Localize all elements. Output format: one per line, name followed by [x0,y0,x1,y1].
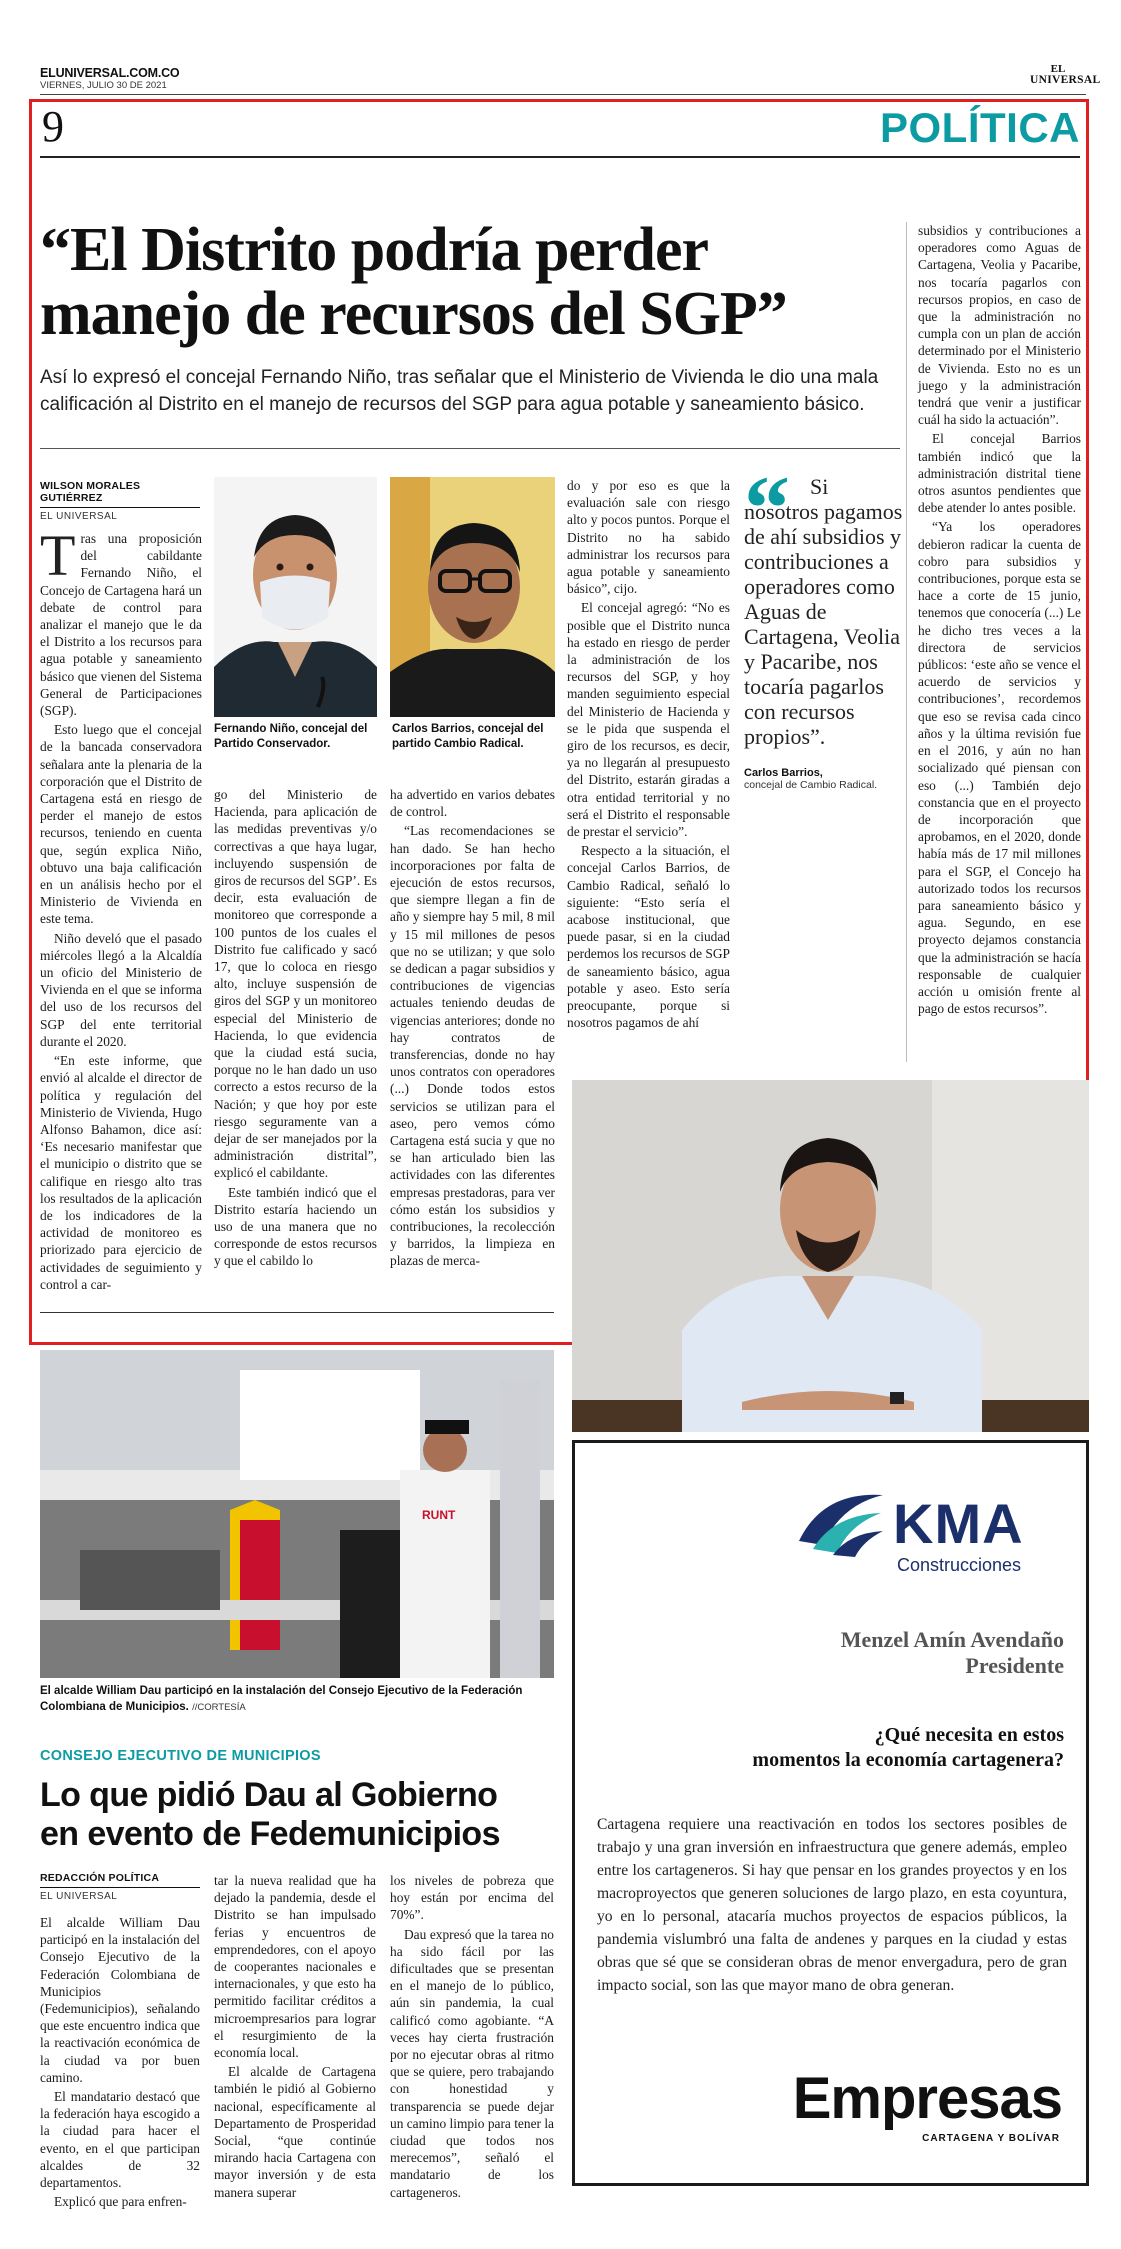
article2-col-3 [390,1872,554,2226]
pullquote [744,457,904,791]
ad-footer-tagline: CARTAGENA Y BOLÍVAR [922,2133,1060,2144]
byline-org: EL UNIVERSAL [40,1891,118,1902]
photo-carlos-barrios [390,477,555,717]
paragraph: “Las recomendaciones se han dado. Se han hecho incorporaciones por falta de ejecución de estos recursos, que siempre llegan a fin de año y siempre hay 5 mil, 8 mil y 15 mil millones de pesos que no se utilizan; y que solo se dedican a pagar subsidios y contribuciones de vigencias actuales teniendo deudas de vigencias anteriores; donde no hay contratos de transferencias, donde no hay unos contratos con operadores (...) Donde todos estos servicios se utilizan para el aseo, pero vemos cómo Cartagena está sucia y que no se han articulado bien las actividades con las diferentes empresas prestadoras, para ver cómo están los subsidios y contribuciones, la recolección y barridos, la limpieza en plazas de merca- [390,823,555,1269]
headline-line-2: en evento de Fedemunicipios [40,1815,500,1853]
paragraph: El alcalde William Dau participó en la instalación del Consejo Ejecutivo de la Federación Colombiana de Municipios (Fedemunicipios), señalando que este encuentro indica que la reactivación económica de la ciudad va por buen camino. [40,1915,200,2085]
masthead-site[interactable]: ELUNIVERSAL.COM.CO [40,66,180,80]
paragraph: Este también indicó que el Distrito estaría haciendo un uso de una manera que no corresponde de estos recursos y que el cabildo lo [214,1184,377,1269]
photo-menzel-amin [572,1080,1089,1432]
question-line-1: ¿Qué necesita en estos [874,1724,1064,1746]
photo-credit: //CORTESÍA [192,1702,246,1713]
pullquote-text: Si nosotros pagamos de ahí subsidios y contribuciones a operadores como Aguas de Cartagena, Veolia y Pacaribe, nos tocaría pagarlos con recursos propios”. [744,474,903,749]
portrait-illustration [390,477,555,717]
paragraph: Explicó que para enfren- [54,2194,187,2210]
paragraph-text: ras una proposición del cabildante Fernando Niño, el Concejo de Cartagena hará un debate de control para analizar el manejo que le da el Distrito a los recursos para agua potable y saneamiento básico que vienen del Sistema General de Participaciones (SGP). [40,531,202,719]
ad-person-name: Menzel Amín Avendaño [840,1627,1064,1652]
paragraph: do y por eso es que la evaluación sale con riesgo alto y pocos puntos. Porque el Distrito no ha sabido administrar los recursos para agua potable y saneamiento básico”, cijo. [567,478,730,597]
page-number: 9 [42,102,64,151]
pullquote-role: concejal de Cambio Radical. [744,779,878,791]
ad-footer-brand: Empresas [792,2066,1062,2131]
paragraph: ha advertido en varios debates de control. [390,787,555,820]
kma-logo-icon [793,1485,889,1557]
masthead-logo[interactable] [1030,63,1101,86]
paragraph [40,523,202,719]
article2-byline [40,1872,200,1902]
ad-person-title: Presidente [965,1653,1064,1678]
pullquote-author: Carlos Barrios, [744,767,823,779]
paragraph: “Ya los operadores debieron radicar la cuenta de cobro para subsidios y contribuciones, porque esta se hace a corte de 15 junio, tenemos que conocería (...) Le he dicho tres veces a la directora de servicios públicos: ‘este año se vence el acuerdo de servicios y contribuciones’, recordemos que eso se revisa cada cinco años y la última revisión fue en el 2016, y aún no han socializado qué piensan con eso (...) También dejo constancia que en el proyecto de incorporación que aprobamos, en el 2020, donde había más de 17 mil millones para el SGP, el Concejo ha autorizado todos los recursos para saneamiento básico y agua. Segundo, en ese proyecto dejamos constancia que la administración se hacía responsable de cualquier acción u omisión frente al pago de estos recursos”. [918,519,1081,1017]
byline-name: REDACCIÓN POLÍTICA [40,1872,200,1888]
byline-org: EL UNIVERSAL [40,511,118,522]
article2-col-1 [40,1914,200,2226]
kma-advertisement[interactable] [572,1440,1089,2186]
paragraph: subsidios y contribuciones a operadores como Aguas de Cartagena, Veolia y Pacaribe, nos tocaría pagarlos con recursos propios, en caso de que la administración no cumpla con un plan de acción determinado por el Ministerio de Vivienda. Esto no es un juego y la administración tendrá que venir a justificar cuál ha sido la actuación”. [918,223,1081,428]
ad-brand-big: KMA [893,1492,1024,1555]
portrait-illustration [572,1080,1089,1432]
dropcap: T [40,523,76,588]
masthead-date: VIERNES, JULIO 30 DE 2021 [40,80,167,91]
article1-deck: Así lo expresó el concejal Fernando Niño, tras señalar que el Ministerio de Vivienda le dio una mala calificación al Distrito en el manejo de recursos del SGP para agua potable y saneamiento básico. [40,367,879,415]
col-separator [906,222,907,1062]
section-title: POLÍTICA [880,104,1080,151]
question-line-2: momentos la economía cartagenera? [752,1749,1064,1771]
paragraph: Dau expresó que la tarea no ha sido fácil por las dificultades que se presentan en el manejo de lo público, aún sin pandemia, la cual calificó como agobiante. “A veces hay cierta frustración por no ejecutar obras al ritmo que se quiere, pero trabajando con honestidad y transparencia se puede dejar un camino limpio para tener la ciudad que todos nos merecemos”, señaló el mandatario de los cartageneros. [390,1926,554,2200]
article1-headline [40,218,900,346]
article1-col-3 [390,786,555,1282]
paragraph: los niveles de pobreza que hoy están por encima del 70%”. [390,1873,554,1923]
paragraph: El alcalde de Cartagena también le pidió al Gobierno nacional, específicamente al Departamento de Prosperidad Social, “que continúe mirando hacia Cartagena con mayor inversión y de esta manera superar [214,2064,376,2200]
event-illustration [40,1350,554,1678]
headline-line-2: manejo de recursos del SGP” [40,280,787,348]
photo-banner: RUNT [422,1508,456,1522]
article2-col-2 [214,1872,376,2226]
paragraph: El mandatario destacó que la federación haya escogido a la ciudad para hacer el evento, en el que participan alcaldes de 32 departamentos. [40,2089,200,2191]
article1-col-1 [40,523,202,1292]
photo-fernando-nino [214,477,377,717]
paragraph: Respecto a la situación, el concejal Carlos Barrios, de Cambio Radical, señaló lo siguiente: “Esto sería el acabose institucional, que puede pasar, si en la ciudad perdemos los recursos de SGP de saneamiento básico, agua potable y aseo. Esto sería preocupante, porque si nosotros pagamos de ahí [567,843,730,1031]
article1-col-2 [214,786,377,1282]
paragraph: El concejal Barrios también indicó que la administración distrital tiene otros asuntos pendientes que debe atender lo antes posible. [918,431,1081,516]
logo-top: EL [1050,63,1066,75]
paragraph: “En este informe, que envió al alcalde el director de política y regulación del Ministerio de Vivienda, Hugo Alfonso Bahamon, dice así: ‘Es necesario manifestar que el municipio o distrito que se califique en riesgo alto tras los resultados de la aplicación de los indicadores de la actividad de monitoreo es priorizado para ejercicio de actividades de seguimiento y control a car- [40,1053,202,1292]
quote-mark-icon: “ [744,457,790,559]
ad-brand-small: Construcciones [897,1555,1022,1575]
article2-photo-caption [40,1683,554,1716]
article1-bottom-rule [40,1312,554,1313]
ad-question [634,1723,1064,1773]
paragraph: Niño develó que el pasado miércoles llegó a la Alcaldía un oficio del Ministerio de Vivienda en el que se informa del uso de los recursos del SGP del ente territorial durante el 2020. [40,930,202,1049]
photo-dau-event [40,1350,554,1678]
article1-byline [40,480,200,522]
article1-col-5 [918,222,1081,1070]
paragraph: tar la nueva realidad que ha dejado la pandemia, desde el Distrito se han impulsado ferias y encuentros de emprendedores, con el apoyo de cooperantes nacionales e internacionales, y que esto ha permitido facilitar créditos a microempresarios para lograr el resurgimiento de la economía local. [214,1873,376,2061]
paragraph: Esto luego que el concejal de la bancada conservadora señalara ante la plenaria de la corporación que el Distrito de Cartagena está en riesgo de perder el manejo de estos recursos, teniendo en cuenta que, según explica Niño, obtuvo una baja calificación en un análisis hecho por el Ministerio de Vivienda en este tema. [40,722,202,927]
caption-text: El alcalde William Dau participó en la instalación del Consejo Ejecutivo de la Federación Colombiana de Municipios. [40,1685,523,1713]
deck-rule [40,448,900,449]
portrait-illustration [214,477,377,717]
article2-kicker: CONSEJO EJECUTIVO DE MUNICIPIOS [40,1748,321,1764]
caption-carlos: Carlos Barrios, concejal del partido Cambio Radical. [392,723,544,750]
logo-bottom: UNIVERSAL [1030,74,1101,86]
caption-fernando: Fernando Niño, concejal del Partido Conservador. [214,723,368,750]
masthead-rule [40,94,1086,95]
byline-name: WILSON MORALES GUTIÉRREZ [40,480,200,508]
article1-col-4 [567,477,730,1069]
headline-line-1: Lo que pidió Dau al Gobierno [40,1776,498,1814]
section-rule [40,156,1080,158]
paragraph: El concejal agregó: “No es posible que el Distrito nunca ha estado en riesgo de perder la administración de los recursos del SGP, y hoy manden seguimiento especial del Ministerio de Hacienda y se le pida que suspenda el giro de los recursos, es decir, ya no llegarán al presupuesto del Distrito, estarán giradas a otra entidad territorial y no será el Distrito el responsable de prestar el servicio”. [567,600,730,840]
article2-headline [40,1776,560,1854]
headline-line-1: “El Distrito podría perder [40,216,708,284]
paragraph: go del Ministerio de Hacienda, para aplicación de las medidas preventivas y/o correctivas a que haya lugar, incluyendo suspensión de giros de recursos del SGP’. Es decir, esta evaluación de monitoreo que corresponde a 100 puntos de los cuales el Distrito fue calificado y sacó 17, que lo coloca en riesgo alto, incluye suspensión de giros del SGP y un monitoreo especial del Ministerio de Hacienda, lo que evidencia que la ciudad está sucia, porque no le han dado un uso correcto a estos recurso de la Nación; y que hoy por este riesgo seguramente van a dejar de ser manejados por la administración distrital”, explicó el cabildante. [214,787,377,1181]
ad-body: Cartagena requiere una reactivación en todos los sectores posibles de trabajo y una gran inversión en infraestructura que genere además, empleo entre los cartageneros. Si hay que pensar en los grandes proyectos y en los macroproyectos que generen soluciones de largo plazo, en esta coyuntura, yo en lo personal, atacaría muchos proyectos de espacios públicos, la pandemia vislumbró una falta de andenes y parques en la ciudad y estas obras que sé que se consideran obras de menor envergadura, pero de gran impacto social, son las que mayor mano de obra generan. [597,1816,1067,1994]
